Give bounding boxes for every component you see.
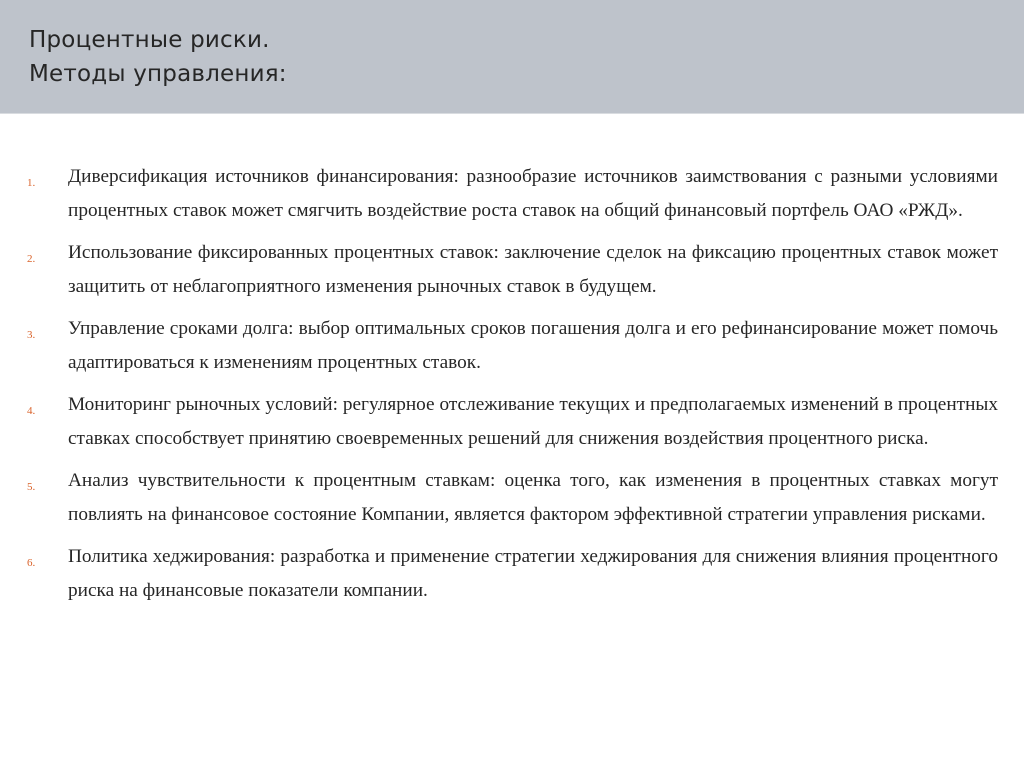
list-item-text: Анализ чувствительности к процентным ставкам: оценка того, как изменения в процентных ставках могут повлиять на финансовое состояние Компании, является фактором эффективной стратегии управления рисками. bbox=[68, 470, 998, 525]
slide-title-line-1: Процентные риски. bbox=[29, 27, 270, 53]
slide-content bbox=[0, 160, 1024, 616]
slide-title bbox=[29, 23, 287, 91]
list-item-text: Использование фиксированных процентных ставок: заключение сделок на фиксацию процентных ставок может защитить от неблагоприятного изменения рыночных ставок в будущем. bbox=[68, 242, 998, 297]
list-item-2 bbox=[0, 236, 1024, 303]
list-item-text: Диверсификация источников финансирования: разнообразие источников заимствования с разными условиями процентных ставок может смягчить воздействие роста ставок на общий финансовый портфель ОАО «РЖД». bbox=[68, 166, 998, 221]
list-item-number: 2. bbox=[27, 253, 36, 265]
slide-title-line-2: Методы управления: bbox=[29, 61, 287, 87]
list-item-3 bbox=[0, 312, 1024, 379]
list-item-number: 6. bbox=[27, 557, 36, 569]
list-item-4 bbox=[0, 388, 1024, 455]
list-item-number: 1. bbox=[27, 177, 36, 189]
list-item-number: 4. bbox=[27, 405, 36, 417]
list-item-6 bbox=[0, 540, 1024, 607]
slide-header bbox=[0, 0, 1024, 114]
methods-list bbox=[0, 160, 1024, 607]
list-item-text: Управление сроками долга: выбор оптимальных сроков погашения долга и его рефинансирование может помочь адаптироваться к изменениям процентных ставок. bbox=[68, 318, 998, 373]
list-item-number: 5. bbox=[27, 481, 36, 493]
list-item-5 bbox=[0, 464, 1024, 531]
list-item-text: Политика хеджирования: разработка и применение стратегии хеджирования для снижения влияния процентного риска на финансовые показатели компании. bbox=[68, 546, 998, 601]
list-item-1 bbox=[0, 160, 1024, 227]
list-item-number: 3. bbox=[27, 329, 36, 341]
list-item-text: Мониторинг рыночных условий: регулярное отслеживание текущих и предполагаемых изменений в процентных ставках способствует принятию своевременных решений для снижения воздействия процентного риска. bbox=[68, 394, 998, 449]
